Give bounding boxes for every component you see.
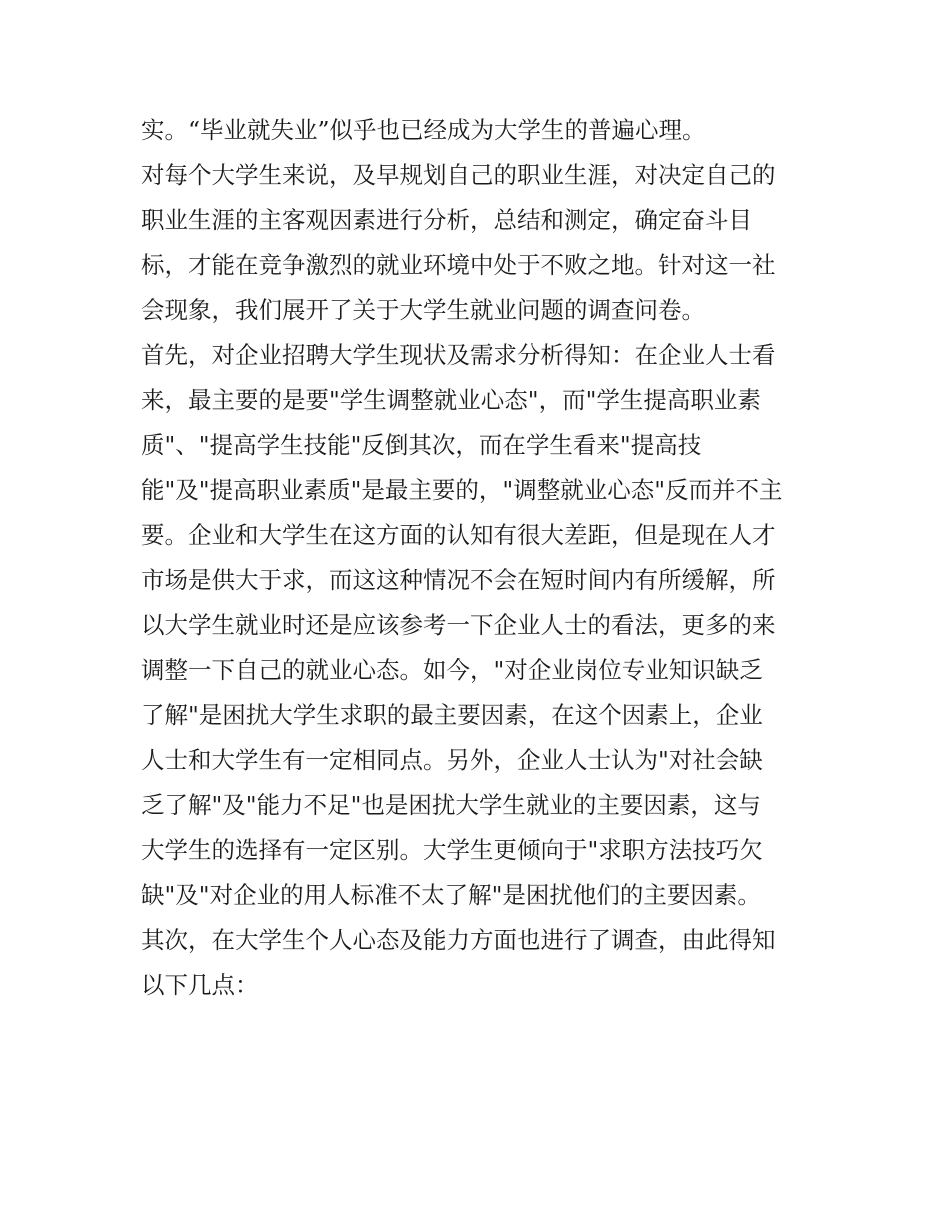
text-line: 大学生的选择有一定区别。大学生更倾向于"求职方法技巧欠	[141, 836, 763, 864]
text-line: 调整一下自己的就业心态。如今，"对企业岗位专业知识缺乏	[141, 656, 763, 684]
text-line: 首先，对企业招聘大学生现状及需求分析得知：在企业人士看	[141, 341, 776, 369]
text-line: 人士和大学生有一定相同点。另外，企业人士认为"对社会缺	[141, 746, 763, 774]
text-line: 乏了解"及"能力不足"也是困扰大学生就业的主要因素，这与	[141, 791, 761, 819]
body-text	[141, 108, 821, 1008]
text-line: 要。企业和大学生在这方面的认知有很大差距，但是现在人才	[141, 521, 776, 549]
text-line: 缺"及"对企业的用人标准不太了解"是困扰他们的主要因素。	[141, 881, 761, 909]
text-line: 标，才能在竞争激烈的就业环境中处于不败之地。针对这一社	[141, 251, 776, 279]
text-line: 能"及"提高职业素质"是最主要的，"调整就业心态"反而并不主	[141, 476, 783, 504]
text-line: 其次，在大学生个人心态及能力方面也进行了调查，由此得知	[141, 926, 776, 954]
text-line: 实。“毕业就失业”似乎也已经成为大学生的普遍心理。	[141, 116, 706, 144]
text-line: 会现象，我们展开了关于大学生就业问题的调查问卷。	[141, 296, 705, 324]
text-line: 以下几点：	[141, 971, 259, 999]
text-line: 了解"是困扰大学生求职的最主要因素，在这个因素上，企业	[141, 701, 763, 729]
text-line: 质"、"提高学生技能"反倒其次，而在学生看来"提高技	[141, 431, 702, 459]
text-line: 市场是供大于求，而这这种情况不会在短时间内有所缓解，所	[141, 566, 776, 594]
text-line: 职业生涯的主客观因素进行分析，总结和测定，确定奋斗目	[141, 206, 752, 234]
text-line: 来，最主要的是要"学生调整就业心态"，而"学生提高职业素	[141, 386, 761, 414]
text-line: 对每个大学生来说，及早规划自己的职业生涯，对决定自己的	[141, 161, 776, 189]
text-line: 以大学生就业时还是应该参考一下企业人士的看法，更多的来	[141, 611, 776, 639]
